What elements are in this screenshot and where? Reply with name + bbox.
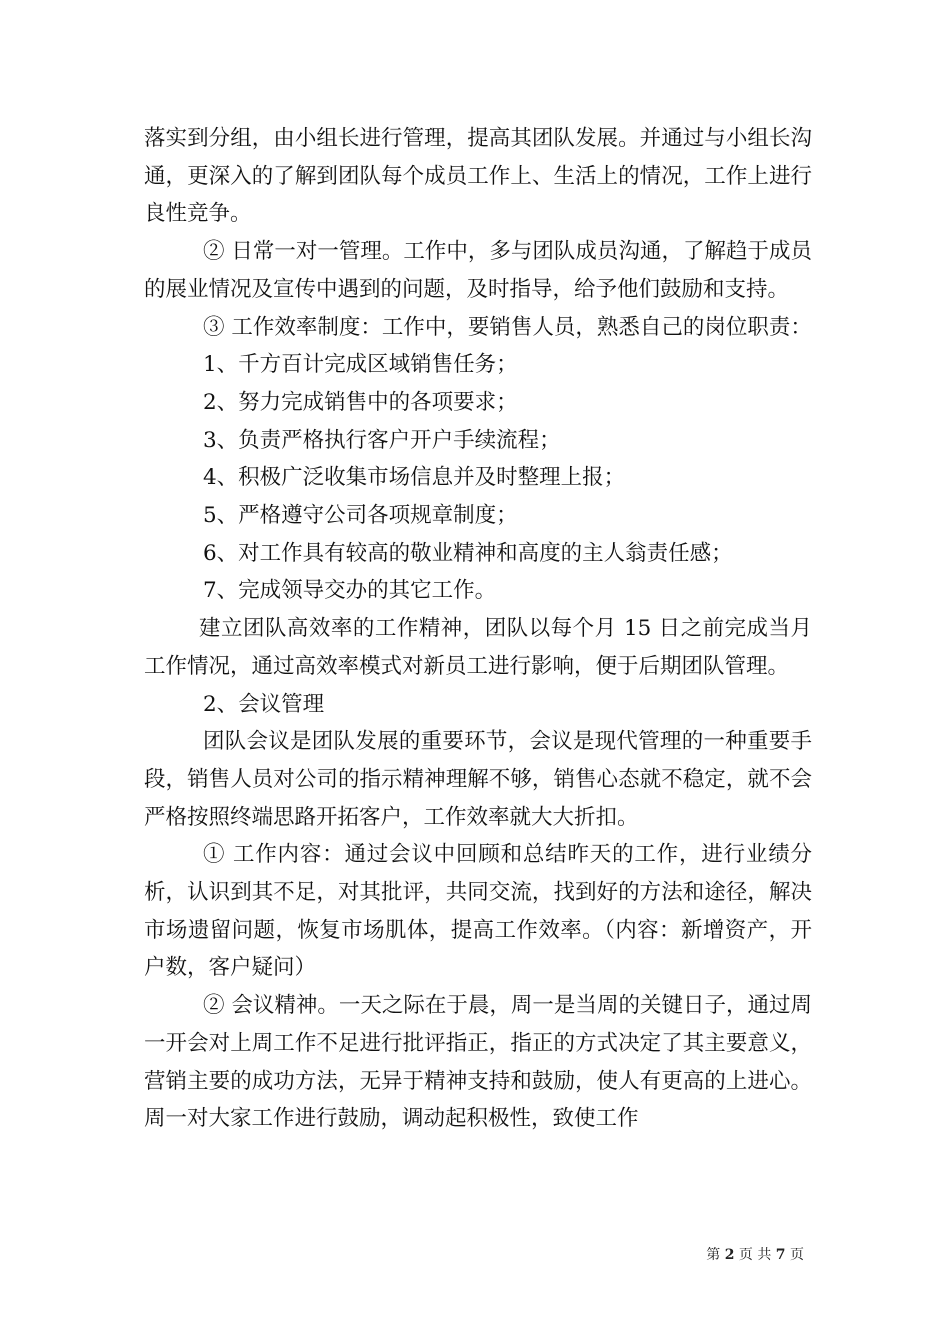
paragraph: 落实到分组，由小组长进行管理，提高其团队发展。并通过与小组长沟通，更深入的了解到团队每个成员工作上、生活上的情况，工作上进行良性竞争。 <box>144 126 812 227</box>
footer-suffix: 页 <box>790 1247 804 1263</box>
section-heading: 2、会议管理 <box>203 691 325 717</box>
body-text <box>144 120 812 1138</box>
footer-page-number: 2 <box>724 1247 735 1263</box>
footer-prefix: 第 <box>706 1247 721 1263</box>
paragraph: 建立团队高效率的工作精神，团队以每个月 15 日之前完成当月工作情况，通过高效率模式对新员工进行影响，便于后期团队管理。 <box>144 616 812 679</box>
list-item: 3、负责严格执行客户开户手续流程； <box>203 427 561 453</box>
list-item: 6、对工作具有较高的敬业精神和高度的主人翁责任感； <box>203 540 733 566</box>
page-footer <box>706 1244 804 1264</box>
paragraph: 团队会议是团队发展的重要环节，会议是现代管理的一种重要手段，销售人员对公司的指示精神理解不够，销售心态就不稳定，就不会严格按照终端思路开拓客户，工作效率就大大折扣。 <box>144 729 812 830</box>
paragraph: ③ 工作效率制度：工作中，要销售人员，熟悉自己的岗位职责： <box>203 314 812 340</box>
footer-total-pages: 7 <box>775 1247 786 1263</box>
list-item: 1、千方百计完成区域销售任务； <box>203 352 518 378</box>
list-item: 4、积极广泛收集市场信息并及时整理上报； <box>203 465 626 491</box>
list-item: 2、努力完成销售中的各项要求； <box>203 389 518 415</box>
paragraph: ② 日常一对一管理。工作中，多与团队成员沟通，了解趋于成员的展业情况及宣传中遇到的问题，及时指导，给予他们鼓励和支持。 <box>144 239 812 302</box>
paragraph: ② 会议精神。一天之际在于晨，周一是当周的关键日子，通过周一开会对上周工作不足进行批评指正，指正的方式决定了其主要意义，营销主要的成功方法，无异于精神支持和鼓励，使人有更高的上进心。周一对大家工作进行鼓励，调动起积极性，致使工作 <box>144 993 812 1132</box>
list-item: 7、完成领导交办的其它工作。 <box>203 578 497 604</box>
footer-middle: 页 共 <box>738 1247 772 1263</box>
paragraph: ① 工作内容：通过会议中回顾和总结昨天的工作，进行业绩分析，认识到其不足，对其批评，共同交流，找到好的方法和途径，解决市场遗留问题，恢复市场肌体，提高工作效率。（内容：新增资产，开户数，客户疑问） <box>144 842 812 981</box>
list-item: 5、严格遵守公司各项规章制度； <box>203 503 518 529</box>
